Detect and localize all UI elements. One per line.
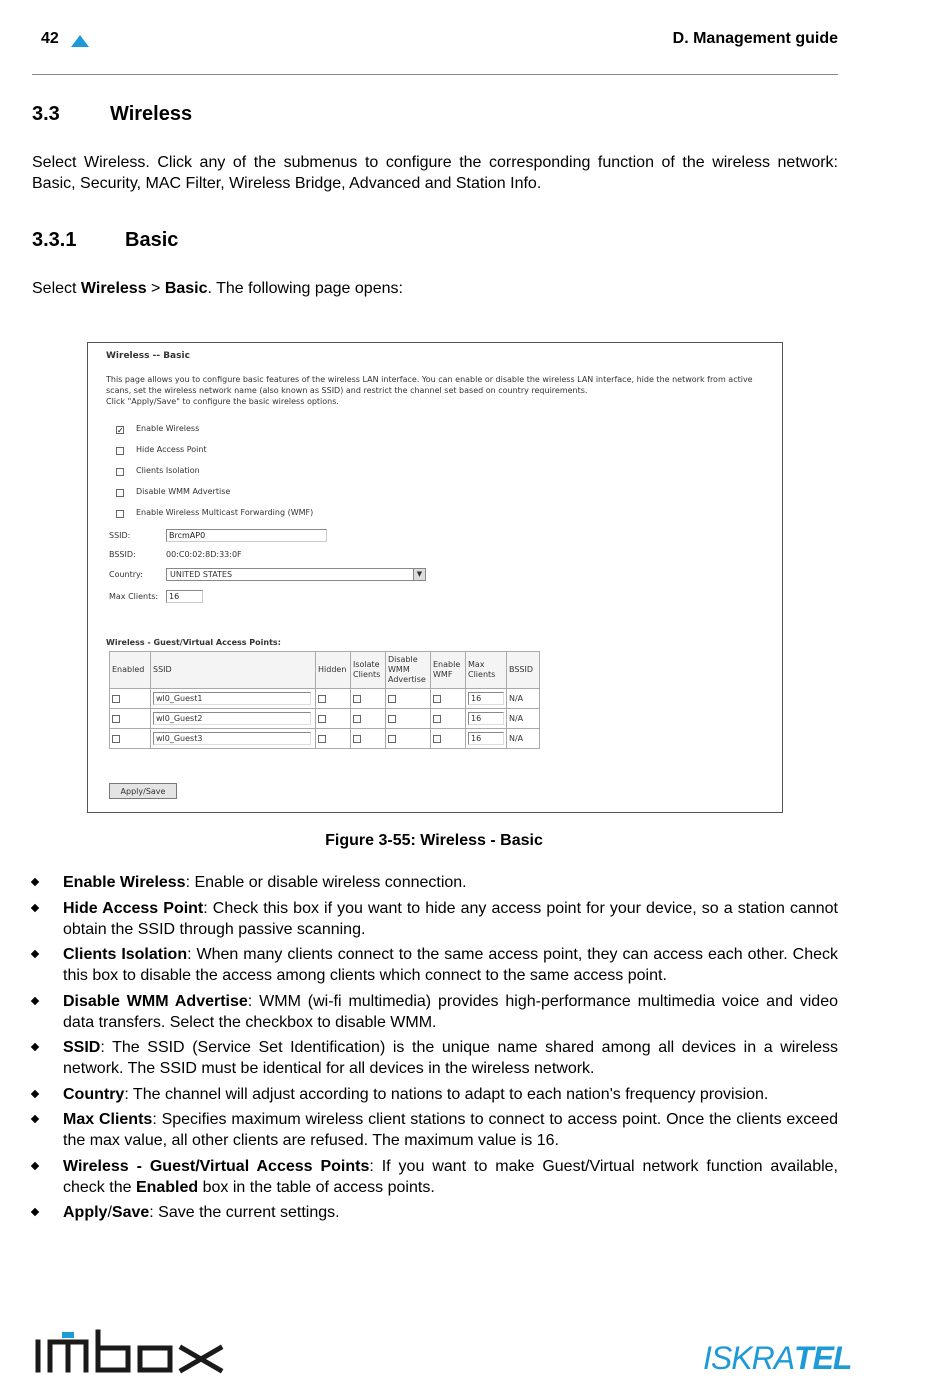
col-disable-wmm: Disable WMM Advertise xyxy=(386,652,431,689)
list-item: Hide Access Point: Check this box if you want to hide any access point for your device, so a station cannot obtain the SSID through passive scanning. xyxy=(32,898,838,940)
max-clients-input[interactable]: 16 xyxy=(166,590,203,603)
section-number: 3.3 xyxy=(32,103,60,125)
guest-bssid: N/A xyxy=(507,709,540,729)
guest-hidden-checkbox[interactable] xyxy=(318,735,326,743)
figure-caption: Figure 3-55: Wireless - Basic xyxy=(325,832,543,849)
guest-isolate-checkbox[interactable] xyxy=(353,695,361,703)
chevron-down-icon: ▼ xyxy=(413,569,425,580)
hide-access-point-checkbox[interactable] xyxy=(116,447,124,455)
col-hidden: Hidden xyxy=(316,652,351,689)
clients-isolation-checkbox[interactable] xyxy=(116,468,124,476)
diamond-bullet-icon xyxy=(31,950,39,958)
guest-bssid: N/A xyxy=(507,729,540,749)
guest-ap-table xyxy=(109,651,540,749)
guest-max-input[interactable]: 16 xyxy=(468,712,504,725)
guest-ssid-input[interactable]: wl0_Guest1 xyxy=(153,692,311,705)
diamond-bullet-icon xyxy=(31,996,39,1004)
guest-ap-title: Wireless - Guest/Virtual Access Points: xyxy=(106,638,281,647)
bssid-value: 00:C0:02:8D:33:0F xyxy=(166,550,242,559)
enable-wmf-checkbox[interactable] xyxy=(116,510,124,518)
guest-max-input[interactable]: 16 xyxy=(468,732,504,745)
diamond-bullet-icon xyxy=(31,1043,39,1051)
screenshot-title: Wireless -- Basic xyxy=(106,351,190,361)
section-title: Wireless xyxy=(110,103,193,125)
guest-isolate-checkbox[interactable] xyxy=(353,715,361,723)
col-bssid: BSSID xyxy=(507,652,540,689)
list-item: Apply/Save: Save the current settings. xyxy=(32,1202,838,1223)
table-row xyxy=(110,729,540,749)
table-row xyxy=(110,709,540,729)
enable-wmf-label: Enable Wireless Multicast Forwarding (WMF) xyxy=(136,508,314,517)
subsection-number: 3.3.1 xyxy=(32,229,77,251)
guest-wmf-checkbox[interactable] xyxy=(433,695,441,703)
list-item: Max Clients: Specifies maximum wireless client stations to connect to access point. Once the clients exceed the max value, all other clients are refused. The maximum value is 16. xyxy=(32,1109,838,1151)
subsection-title: Basic xyxy=(125,229,179,251)
disable-wmm-label: Disable WMM Advertise xyxy=(136,487,231,496)
guest-enabled-checkbox[interactable] xyxy=(112,695,120,703)
guest-wmf-checkbox[interactable] xyxy=(433,715,441,723)
diamond-bullet-icon xyxy=(31,903,39,911)
wireless-basic-screenshot xyxy=(87,342,783,813)
guest-enabled-checkbox[interactable] xyxy=(112,715,120,723)
diamond-bullet-icon xyxy=(31,1115,39,1123)
hide-access-point-label: Hide Access Point xyxy=(136,445,207,454)
list-item: Wireless - Guest/Virtual Access Points: If you want to make Guest/Virtual network function available, check the Enabled box in the table of access points. xyxy=(32,1156,838,1198)
col-enable-wmf: Enable WMF xyxy=(431,652,466,689)
guest-max-input[interactable]: 16 xyxy=(468,692,504,705)
guest-wmf-checkbox[interactable] xyxy=(433,735,441,743)
max-clients-label: Max Clients: xyxy=(109,592,159,601)
subsection-heading xyxy=(32,229,179,252)
table-header-row xyxy=(110,652,540,689)
guest-wmm-checkbox[interactable] xyxy=(388,715,396,723)
diamond-bullet-icon xyxy=(31,1089,39,1097)
ssid-label: SSID: xyxy=(109,531,131,540)
list-item: Disable WMM Advertise: WMM (wi-fi multimedia) provides high-performance multimedia voice and video data transfers. Select the checkbox to disable WMM. xyxy=(32,991,838,1033)
country-label: Country: xyxy=(109,570,143,579)
col-ssid: SSID xyxy=(151,652,316,689)
list-item: SSID: The SSID (Service Set Identification) is the unique name shared among all devices in a wireless network. The SSID must be identical for all devices in the wireless network. xyxy=(32,1037,838,1079)
guest-isolate-checkbox[interactable] xyxy=(353,735,361,743)
section-heading xyxy=(32,103,193,126)
field-descriptions xyxy=(32,872,838,1228)
section-intro: Select Wireless. Click any of the submenus to configure the corresponding function of the wireless network: Basic, Security, MAC Filter, Wireless Bridge, Advanced and Station Info. xyxy=(32,154,838,192)
table-row xyxy=(110,689,540,709)
col-enabled: Enabled xyxy=(110,652,151,689)
imbox-logo-graphic xyxy=(34,1328,226,1374)
ssid-input[interactable]: BrcmAP0 xyxy=(166,529,327,542)
enable-wireless-checkbox[interactable] xyxy=(116,426,124,434)
page-number: 42 xyxy=(41,30,59,47)
bssid-label: BSSID: xyxy=(109,550,136,559)
diamond-bullet-icon xyxy=(31,878,39,886)
iskratel-logo: ISKRATEL xyxy=(703,1340,852,1376)
list-item: Country: The channel will adjust according to nations to adapt to each nation's frequency provision. xyxy=(32,1084,838,1105)
guest-hidden-checkbox[interactable] xyxy=(318,715,326,723)
apply-save-button[interactable]: Apply/Save xyxy=(109,783,177,799)
header-divider xyxy=(32,74,838,75)
disable-wmm-checkbox[interactable] xyxy=(116,489,124,497)
list-item: Enable Wireless: Enable or disable wireless connection. xyxy=(32,872,838,893)
select-instruction: Select Wireless > Basic. The following page opens: xyxy=(32,280,403,297)
col-isolate: Isolate Clients xyxy=(351,652,386,689)
guest-wmm-checkbox[interactable] xyxy=(388,735,396,743)
col-max-clients: Max Clients xyxy=(466,652,507,689)
guest-wmm-checkbox[interactable] xyxy=(388,695,396,703)
diamond-bullet-icon xyxy=(31,1208,39,1216)
guest-bssid: N/A xyxy=(507,689,540,709)
guide-title: D. Management guide xyxy=(672,30,838,47)
imbox-logo xyxy=(34,1328,226,1379)
guest-ssid-input[interactable]: wl0_Guest3 xyxy=(153,732,311,745)
enable-wireless-label: Enable Wireless xyxy=(136,424,200,433)
clients-isolation-label: Clients Isolation xyxy=(136,466,200,475)
country-select[interactable]: UNITED STATES ▼ xyxy=(166,568,426,581)
guest-hidden-checkbox[interactable] xyxy=(318,695,326,703)
guest-ssid-input[interactable]: wl0_Guest2 xyxy=(153,712,311,725)
list-item: Clients Isolation: When many clients connect to the same access point, they can access each other. Check this box to disable the access among clients which connect to the same access point. xyxy=(32,944,838,986)
screenshot-description: This page allows you to configure basic features of the wireless LAN interface. You can enable or disable the wireless LAN interface, hide the network from active scans, set the wireless network name (also known as SSID) and restrict the channel set based on country requirements. Click "Apply/Save" to configure the basic wireless options. xyxy=(106,375,753,406)
diamond-bullet-icon xyxy=(31,1161,39,1169)
triangle-icon xyxy=(71,35,89,47)
guest-enabled-checkbox[interactable] xyxy=(112,735,120,743)
